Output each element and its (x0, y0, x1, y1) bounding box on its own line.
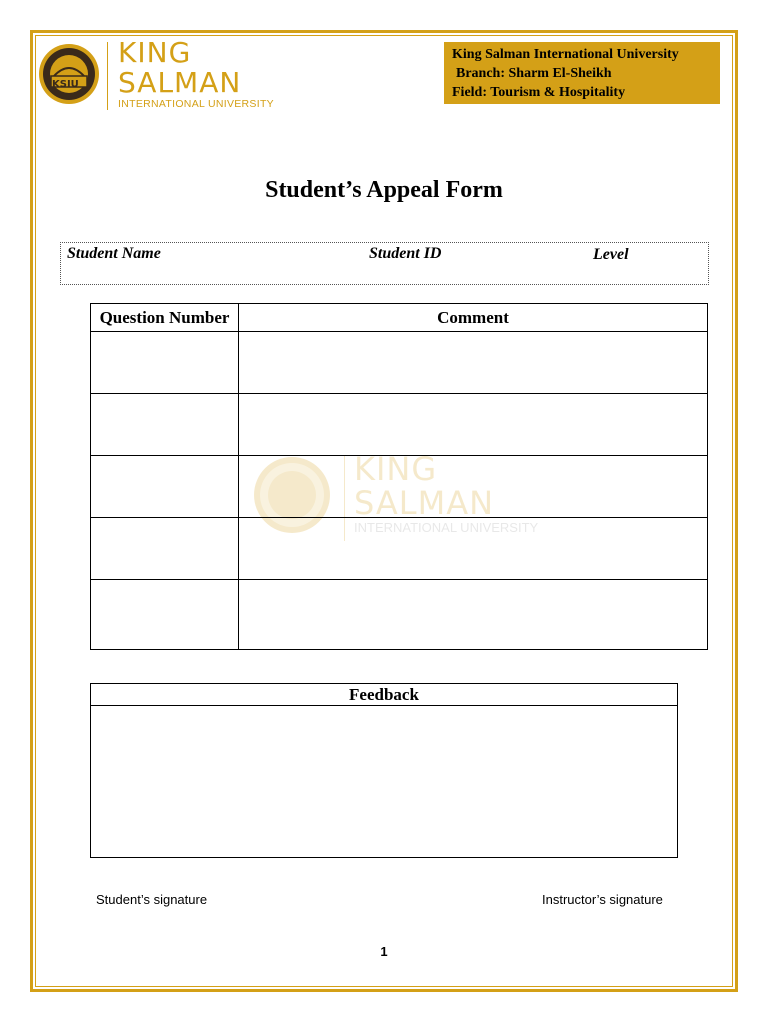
student-name-label: Student Name (67, 245, 161, 262)
instructor-signature-label: Instructor’s signature (542, 892, 663, 907)
comment-cell[interactable] (239, 456, 708, 522)
table-header-row (91, 304, 708, 332)
comment-cell[interactable] (239, 580, 708, 650)
question-number-cell[interactable] (91, 456, 239, 518)
question-number-cell[interactable] (91, 518, 239, 580)
table-row (91, 456, 708, 518)
question-comment-table (90, 303, 708, 650)
header-university: King Salman International University (452, 47, 679, 62)
feedback-box (90, 683, 678, 858)
table-row (91, 394, 708, 456)
logo-line-salman: SALMAN (118, 66, 242, 99)
table-row (91, 518, 708, 580)
watermark-line-king: KING (354, 450, 438, 488)
student-level-label: Level (593, 246, 629, 263)
student-signature-label: Student’s signature (96, 892, 208, 907)
feedback-label: Feedback (91, 684, 677, 706)
logo-divider (107, 42, 108, 110)
header-info-box (444, 42, 720, 104)
page-title: Student’s Appeal Form (265, 177, 503, 203)
question-number-cell[interactable] (91, 580, 239, 650)
watermark-line-salman: SALMAN (354, 484, 495, 522)
header-field: Field: Tourism & Hospitality (452, 85, 626, 100)
question-number-cell[interactable] (91, 332, 239, 394)
page-number: 1 (380, 944, 388, 959)
comment-cell[interactable] (239, 394, 708, 456)
table-row (91, 332, 708, 394)
header-comment: Comment (239, 304, 708, 332)
feedback-content-area[interactable] (91, 706, 677, 856)
student-id-label: Student ID (369, 245, 442, 262)
watermark-line-international: INTERNATIONAL UNIVERSITY (354, 520, 539, 535)
comment-cell[interactable] (239, 518, 708, 580)
question-number-cell[interactable] (91, 394, 239, 456)
comment-cell[interactable] (239, 332, 708, 394)
header-question-number: Question Number (91, 304, 239, 332)
header-branch: Branch: Sharm El-Sheikh (456, 66, 612, 81)
student-info-row (60, 242, 709, 285)
table-row (91, 580, 708, 650)
logo-badge-text: KSIU (52, 79, 79, 90)
logo-line-king: KING (118, 36, 192, 69)
logo-wordmark (118, 38, 274, 110)
logo-line-international: INTERNATIONAL UNIVERSITY (118, 98, 274, 110)
